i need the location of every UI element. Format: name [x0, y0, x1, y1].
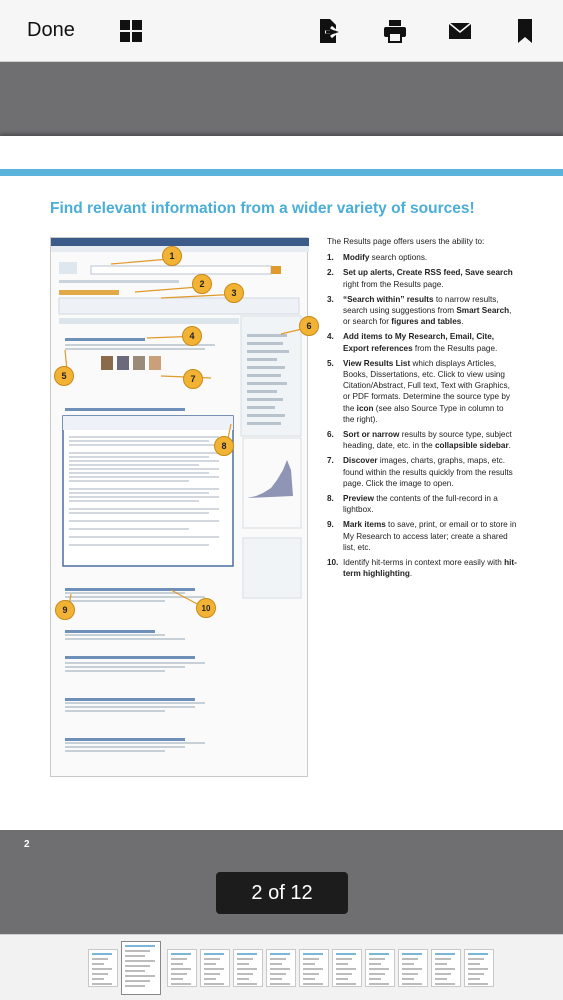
page-footer — [0, 830, 563, 864]
feature-number: 7. — [327, 456, 334, 466]
page-thumbnail[interactable] — [299, 949, 329, 987]
callout-4: 4 — [182, 326, 202, 346]
page-thumbnail[interactable] — [200, 949, 230, 987]
page-number: 2 — [24, 839, 30, 850]
feature-text: View Results List which displays Articles, Books, Dissertations, etc. Click to view using Citation/Abstract, Full text, Text with Graphics, or PDF formats. Determine the source type by the icon (see also Source Type in column to the right). — [343, 358, 510, 424]
done-button[interactable]: Done — [27, 19, 75, 41]
feature-number: 1. — [327, 253, 334, 263]
bookmark-icon[interactable] — [512, 18, 538, 44]
page-thumbnail[interactable] — [332, 949, 362, 987]
feature-list-item — [327, 557, 517, 579]
feature-list-item — [327, 267, 517, 289]
results-page-screenshot — [50, 237, 312, 777]
feature-list-item — [327, 429, 517, 451]
feature-number: 8. — [327, 494, 334, 504]
page-thumbnail[interactable] — [431, 949, 461, 987]
intro-text: The Results page offers users the ability to: — [327, 237, 485, 246]
callout-10: 10 — [196, 598, 216, 618]
feature-number: 2. — [327, 268, 334, 278]
feature-list-item — [327, 294, 517, 328]
feature-list-item — [327, 358, 517, 425]
page-counter: 2 of 12 — [216, 872, 348, 914]
feature-number: 4. — [327, 332, 334, 342]
feature-list-item — [327, 455, 517, 489]
page-thumbnail[interactable] — [266, 949, 296, 987]
page-thumbnail[interactable] — [464, 949, 494, 987]
feature-list — [327, 252, 517, 579]
feature-text: Sort or narrow results by source type, subject heading, date, etc. in the collapsible sidebar. — [343, 430, 512, 451]
page-heading: Find relevant information from a wider variety of sources! — [50, 200, 475, 217]
document-page[interactable] — [0, 136, 563, 830]
feature-text: Set up alerts, Create RSS feed, Save search right from the Results page. — [343, 268, 513, 289]
feature-number: 3. — [327, 294, 334, 304]
callout-3: 3 — [224, 283, 244, 303]
page-thumbnail[interactable] — [398, 949, 428, 987]
callout-1: 1 — [162, 246, 182, 266]
feature-list-item — [327, 493, 517, 515]
feature-text: Mark items to save, print, or email or to store in My Research to access later; create a shared list, etc. — [343, 520, 517, 552]
page-thumbnail[interactable] — [121, 941, 161, 995]
feature-list-item — [327, 252, 517, 263]
callout-6: 6 — [299, 316, 319, 336]
callout-8: 8 — [214, 436, 234, 456]
feature-text: Preview the contents of the full-record in a lightbox. — [343, 494, 498, 515]
thumbnail-strip[interactable] — [0, 934, 563, 1000]
feature-number: 6. — [327, 430, 334, 440]
feature-text: “Search within” results to narrow results, search using suggestions from Smart Search, or search for figures and tables. — [343, 294, 512, 327]
feature-text: Discover images, charts, graphs, maps, etc. found within the results quickly from the results page. Click the image to open. — [343, 456, 513, 488]
page-thumbnail[interactable] — [167, 949, 197, 987]
screenshot-illustration — [51, 238, 309, 778]
page-thumbnail[interactable] — [233, 949, 263, 987]
feature-text: Modify search options. — [343, 253, 428, 263]
feature-number: 10. — [327, 558, 339, 568]
mail-icon[interactable] — [447, 18, 473, 44]
feature-text: Add items to My Research, Email, Cite, Export references from the Results page. — [343, 332, 498, 353]
page-thumbnail[interactable] — [88, 949, 118, 987]
callout-9: 9 — [55, 600, 75, 620]
feature-list-item — [327, 331, 517, 353]
document-background — [0, 62, 563, 136]
callout-2: 2 — [192, 274, 212, 294]
feature-number: 5. — [327, 358, 334, 368]
results-description — [327, 236, 517, 583]
top-toolbar — [0, 0, 563, 62]
feature-number: 9. — [327, 520, 334, 530]
export-icon[interactable] — [316, 18, 342, 44]
feature-text: Identify hit-terms in context more easily with hit-term highlighting. — [343, 558, 517, 579]
callout-5: 5 — [54, 366, 74, 386]
page-thumbnail[interactable] — [365, 949, 395, 987]
grid-icon[interactable] — [118, 18, 144, 44]
feature-list-item — [327, 519, 517, 553]
callout-7: 7 — [183, 369, 203, 389]
page-divider — [0, 169, 563, 176]
print-icon[interactable] — [382, 18, 408, 44]
